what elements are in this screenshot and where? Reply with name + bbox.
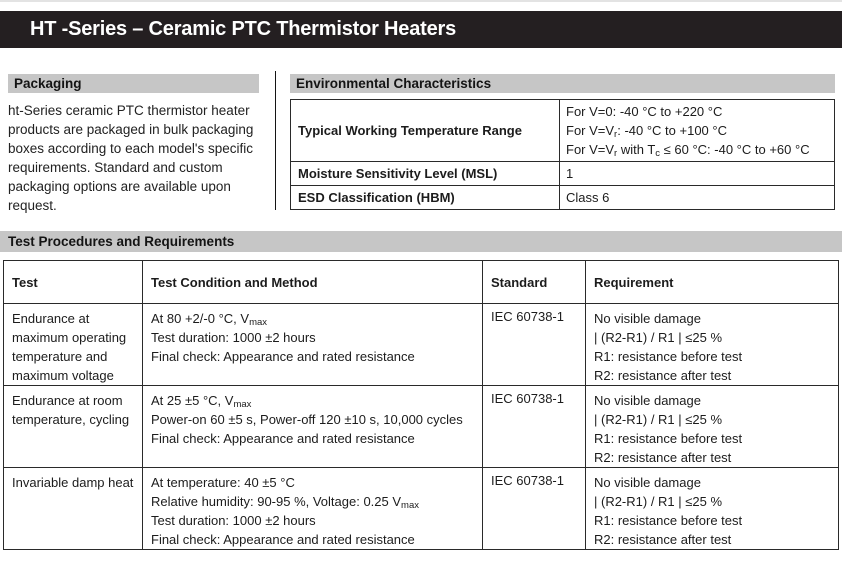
env-row-label: ESD Classification (HBM) (291, 186, 560, 210)
test-name-cell: Invariable damp heat (4, 468, 143, 550)
column-divider (275, 71, 276, 210)
title-bar (0, 11, 842, 48)
column-header-standard: Standard (483, 261, 586, 304)
column-header-condition: Test Condition and Method (143, 261, 483, 304)
table-row (4, 304, 839, 386)
environmental-table (290, 99, 835, 210)
table-row (291, 162, 835, 186)
tests-section (3, 260, 838, 550)
tests-heading: Test Procedures and Requirements (0, 231, 842, 252)
test-requirement-cell: No visible damage | (R2-R1) / R1 | ≤25 % R1: resistance before test R2: resistance after test (586, 468, 839, 550)
column-header-test: Test (4, 261, 143, 304)
page-title: HT -Series – Ceramic PTC Thermistor Heaters (30, 18, 457, 40)
env-row-value: 1 (560, 162, 835, 186)
environmental-section (290, 74, 835, 210)
page-top-edge (0, 0, 842, 2)
table-row (4, 468, 839, 550)
env-row-label: Typical Working Temperature Range (291, 100, 560, 162)
column-header-requirement: Requirement (586, 261, 839, 304)
test-name-cell: Endurance at room temperature, cycling (4, 386, 143, 468)
env-row-value: Class 6 (560, 186, 835, 210)
test-condition-cell: At 80 +2/-0 °C, $V_{max}$ Test duration: 1000 ±2 hours Final check: Appearance and rated resistance (143, 304, 483, 386)
env-row-label: Moisture Sensitivity Level (MSL) (291, 162, 560, 186)
table-row (291, 186, 835, 210)
test-standard-cell: IEC 60738-1 (483, 386, 586, 468)
test-standard-cell: IEC 60738-1 (483, 304, 586, 386)
test-requirement-cell: No visible damage | (R2-R1) / R1 | ≤25 % R1: resistance before test R2: resistance after test (586, 304, 839, 386)
packaging-body-text: ht-Series ceramic PTC thermistor heater products are packaged in bulk packaging boxes according to each model's specific requirements. Standard and custom packaging options are available upon request. (8, 103, 254, 213)
packaging-heading: Packaging (8, 74, 259, 93)
environmental-heading: Environmental Characteristics (290, 74, 835, 93)
test-standard-cell: IEC 60738-1 (483, 468, 586, 550)
table-header-row (4, 261, 839, 304)
test-requirement-cell: No visible damage | (R2-R1) / R1 | ≤25 % R1: resistance before test R2: resistance after test (586, 386, 839, 468)
table-row (291, 100, 835, 162)
test-condition-cell: At temperature: 40 ±5 °C Relative humidity: 90-95 %, Voltage: 0.25 $V_{max}$ Test duration: 1000 ±2 hours Final check: Appearance and rated resistance (143, 468, 483, 550)
packaging-section (8, 74, 259, 215)
test-condition-cell: At 25 ±5 °C, $V_{max}$ Power-on 60 ±5 s, Power-off 120 ±10 s, 10,000 cycles Final check: Appearance and rated resistance (143, 386, 483, 468)
env-row-value: For V=0: -40 °C to +220 °C For $V=V_r$: -40 °C to +100 °C For $V=V_r$ with $T_c \le 60$ °C: -40 °C to +60 °C (560, 100, 835, 162)
table-row (4, 386, 839, 468)
test-name-cell: Endurance at maximum operating temperature and maximum voltage (4, 304, 143, 386)
tests-table (3, 260, 839, 550)
